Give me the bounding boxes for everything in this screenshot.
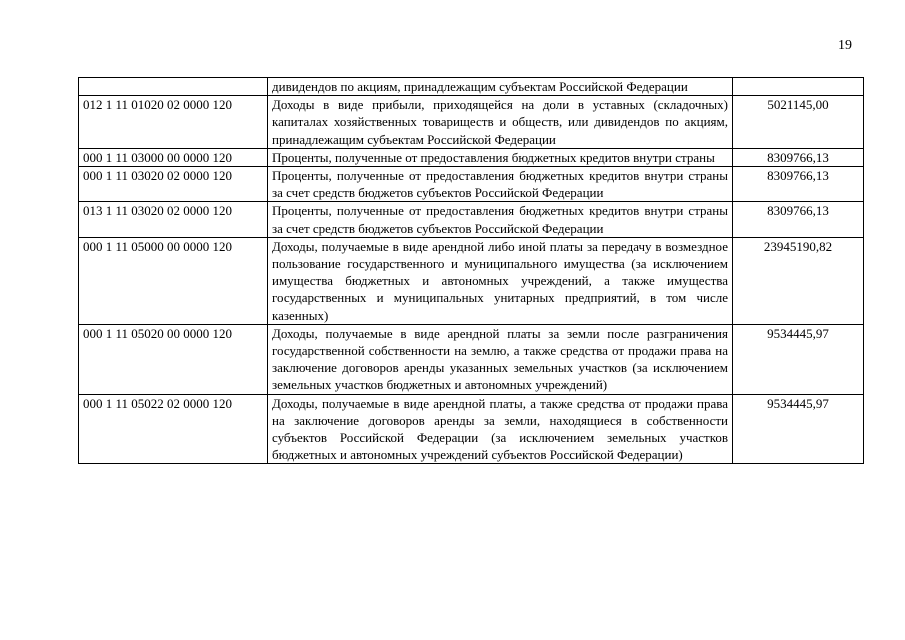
- table-row: [79, 78, 864, 96]
- budget-code-cell: 012 1 11 01020 02 0000 120: [79, 96, 268, 149]
- budget-code-cell: 000 1 11 03020 02 0000 120: [79, 167, 268, 202]
- revenue-name-cell: Доходы в виде прибыли, приходящейся на доли в уставных (складочных) капиталах хозяйственных товариществ и обществ, или дивидендов по акциям, принадлежащим субъектам Российской Федерации: [268, 96, 733, 149]
- amount-cell: 9534445,97: [733, 324, 864, 394]
- revenue-name-cell: Проценты, полученные от предоставления бюджетных кредитов внутри страны: [268, 148, 733, 166]
- table-row: [79, 96, 864, 149]
- amount-cell: 8309766,13: [733, 148, 864, 166]
- revenue-name-cell: дивидендов по акциям, принадлежащим субъектам Российской Федерации: [268, 78, 733, 96]
- amount-cell: 5021145,00: [733, 96, 864, 149]
- budget-code-cell: 000 1 11 05022 02 0000 120: [79, 394, 268, 464]
- amount-cell: 9534445,97: [733, 394, 864, 464]
- table-row: [79, 324, 864, 394]
- revenue-name-cell: Доходы, получаемые в виде арендной платы за земли после разграничения государственной собственности на землю, а также средства от продажи права на заключение договоров аренды указанных земельных участков (за исключением земельных участков бюджетных и автономных учреждений): [268, 324, 733, 394]
- budget-code-cell: 013 1 11 03020 02 0000 120: [79, 202, 268, 237]
- page-number: 19: [838, 38, 852, 53]
- table-row: [79, 167, 864, 202]
- table-row: [79, 237, 864, 324]
- budget-code-cell: 000 1 11 05000 00 0000 120: [79, 237, 268, 324]
- revenue-name-cell: Доходы, получаемые в виде арендной либо иной платы за передачу в возмездное пользование государственного и муниципального имущества (за исключением имущества бюджетных и автономных учреждений, а также имущества государственных и муниципальных унитарных предприятий, в том числе казенных): [268, 237, 733, 324]
- revenue-name-cell: Проценты, полученные от предоставления бюджетных кредитов внутри страны за счет средств бюджетов субъектов Российской Федерации: [268, 167, 733, 202]
- budget-code-cell: 000 1 11 03000 00 0000 120: [79, 148, 268, 166]
- amount-cell: 8309766,13: [733, 167, 864, 202]
- budget-code-cell: [79, 78, 268, 96]
- table-row: [79, 148, 864, 166]
- revenue-table: [78, 77, 864, 464]
- amount-cell: [733, 78, 864, 96]
- amount-cell: 8309766,13: [733, 202, 864, 237]
- budget-code-cell: 000 1 11 05020 00 0000 120: [79, 324, 268, 394]
- revenue-name-cell: Проценты, полученные от предоставления бюджетных кредитов внутри страны за счет средств бюджетов субъектов Российской Федерации: [268, 202, 733, 237]
- table-row: [79, 202, 864, 237]
- table-row: [79, 394, 864, 464]
- amount-cell: 23945190,82: [733, 237, 864, 324]
- revenue-name-cell: Доходы, получаемые в виде арендной платы, а также средства от продажи права на заключение договоров аренды за земли, находящиеся в собственности субъектов Российской Федерации (за исключением земельных участков бюджетных и автономных учреждений субъектов Российской Федерации): [268, 394, 733, 464]
